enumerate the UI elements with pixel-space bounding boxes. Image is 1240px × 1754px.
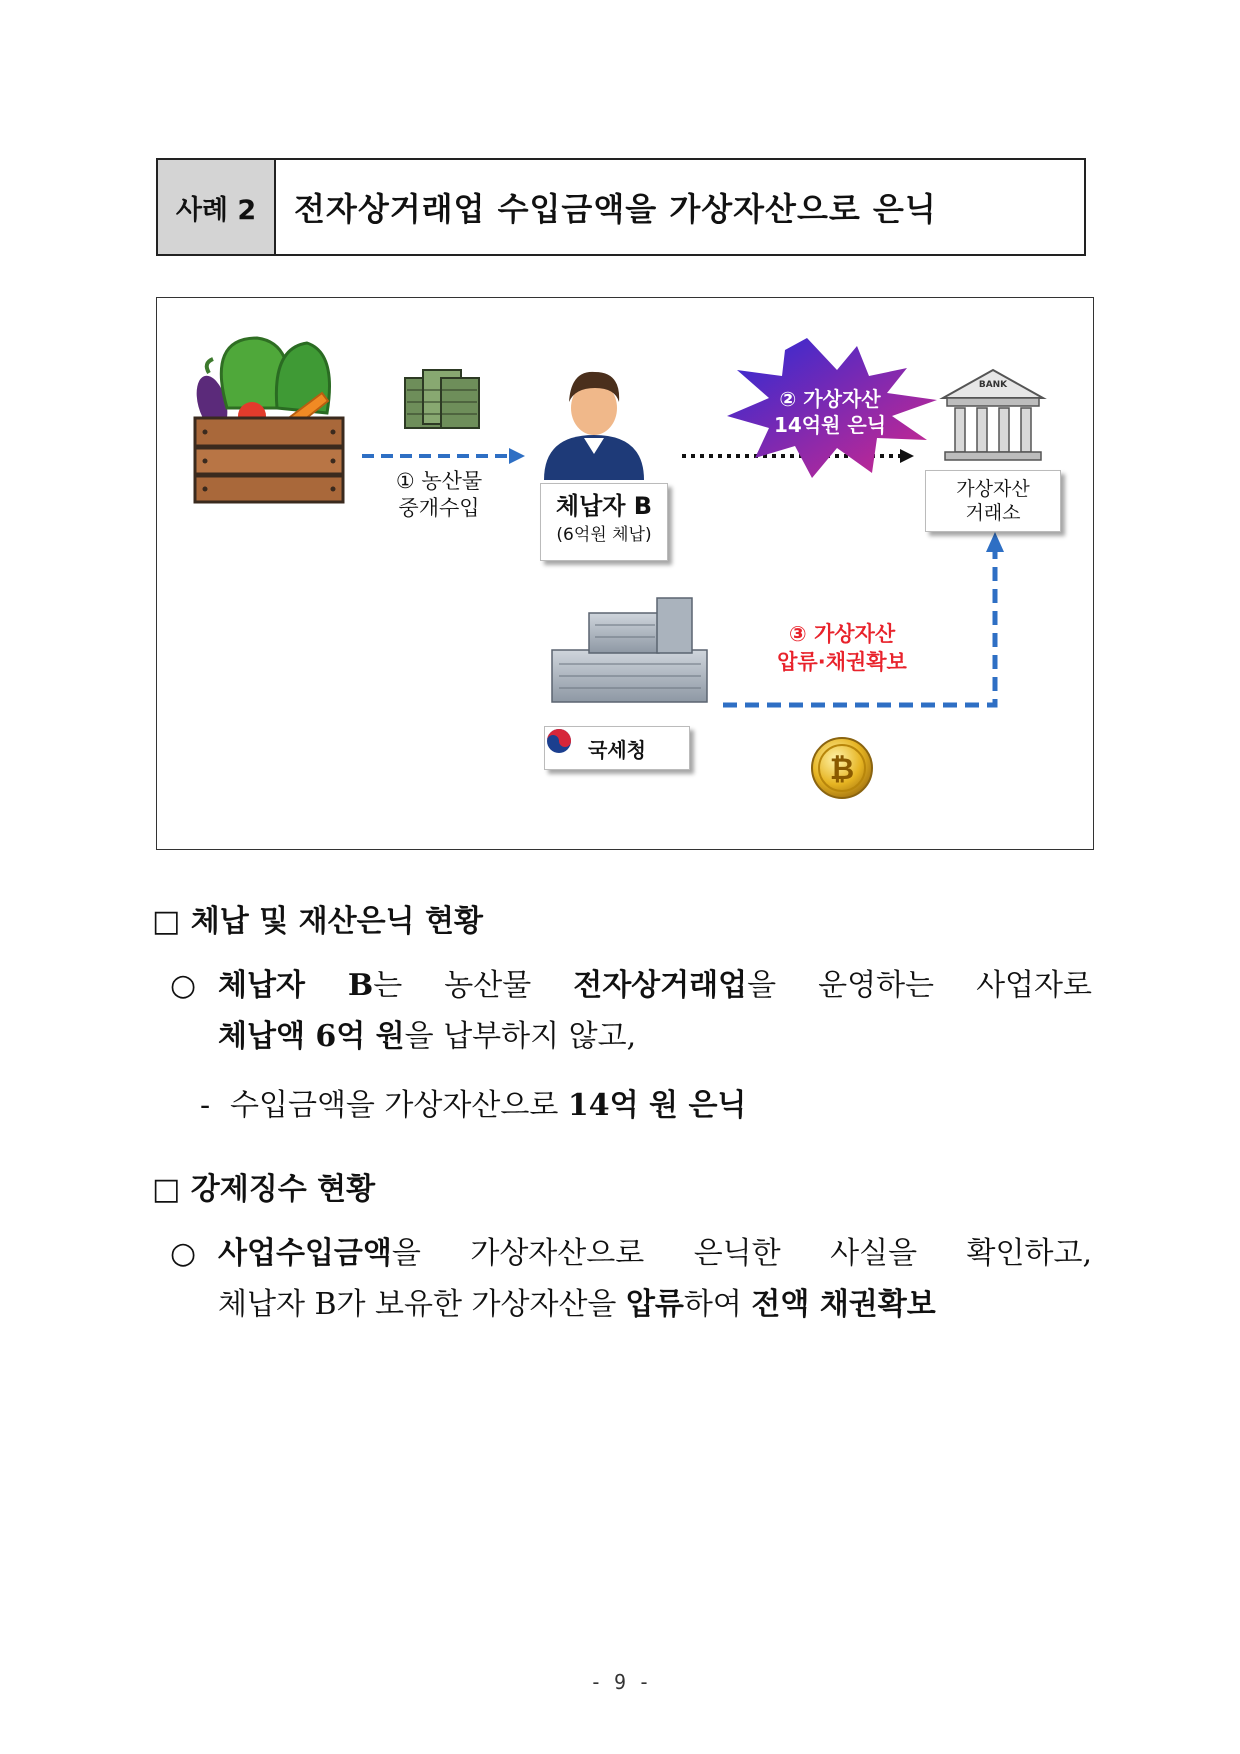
step2-label: ② 가상자산 14억원 은닉 (773, 387, 887, 437)
taxpayer-person-icon (544, 372, 644, 480)
nts-label: 국세청 (588, 737, 646, 762)
nts-building-icon (552, 598, 707, 702)
section2-heading: □ 강제징수 현황 (152, 1172, 376, 1207)
exchange-card: 가상자산 거래소 (925, 470, 1061, 532)
taxpayer-arrears: (6억원 체납) (556, 525, 652, 545)
bitcoin-coin-icon (812, 738, 872, 798)
taxpayer-card (540, 483, 668, 561)
nts-card (544, 726, 690, 770)
section1-sub-item: 수입금액을 가상자산으로 14억 원 은닉 (230, 1088, 747, 1123)
section1-paragraph-line1: 체납자 B는 농산물 전자상거래업을 운영하는 사업자로 (218, 968, 1092, 1003)
page-number: - 9 - (589, 1670, 651, 1694)
flow-diagram (156, 297, 1094, 850)
vegetable-crate-icon (191, 338, 343, 502)
section2-bullet: ○ (170, 1236, 197, 1271)
taxpayer-name: 체납자 B (555, 492, 653, 520)
arrow-step1 (362, 448, 525, 464)
case-title-box (156, 158, 1086, 256)
section1-paragraph-line2: 체납액 6억 원을 납부하지 않고, (218, 1019, 637, 1054)
step1-label: ① 농산물 중개수입 (395, 469, 483, 520)
case-label: 사례 2 (158, 160, 276, 254)
section2-paragraph-line2: 체납자 B가 보유한 가상자산을 압류하여 전액 채권확보 (218, 1287, 936, 1322)
svg-text:₿: ₿ (829, 752, 855, 787)
section1-sub-dash: - (200, 1088, 211, 1123)
cash-stack-icon (405, 370, 479, 428)
arrow-step3 (723, 532, 1004, 705)
section1-heading: □ 체납 및 재산은닉 현황 (152, 904, 483, 939)
section1-bullet: ○ (170, 968, 197, 1003)
nts-emblem-icon (545, 727, 573, 755)
step3-label: ③ 가상자산 압류·채권확보 (777, 622, 907, 674)
section2-paragraph-line1: 사업수입금액을 가상자산으로 은닉한 사실을 확인하고, (218, 1236, 1092, 1271)
case-title: 전자상거래업 수입금액을 가상자산으로 은닉 (294, 190, 937, 228)
bank-sign: BANK (978, 380, 1008, 390)
